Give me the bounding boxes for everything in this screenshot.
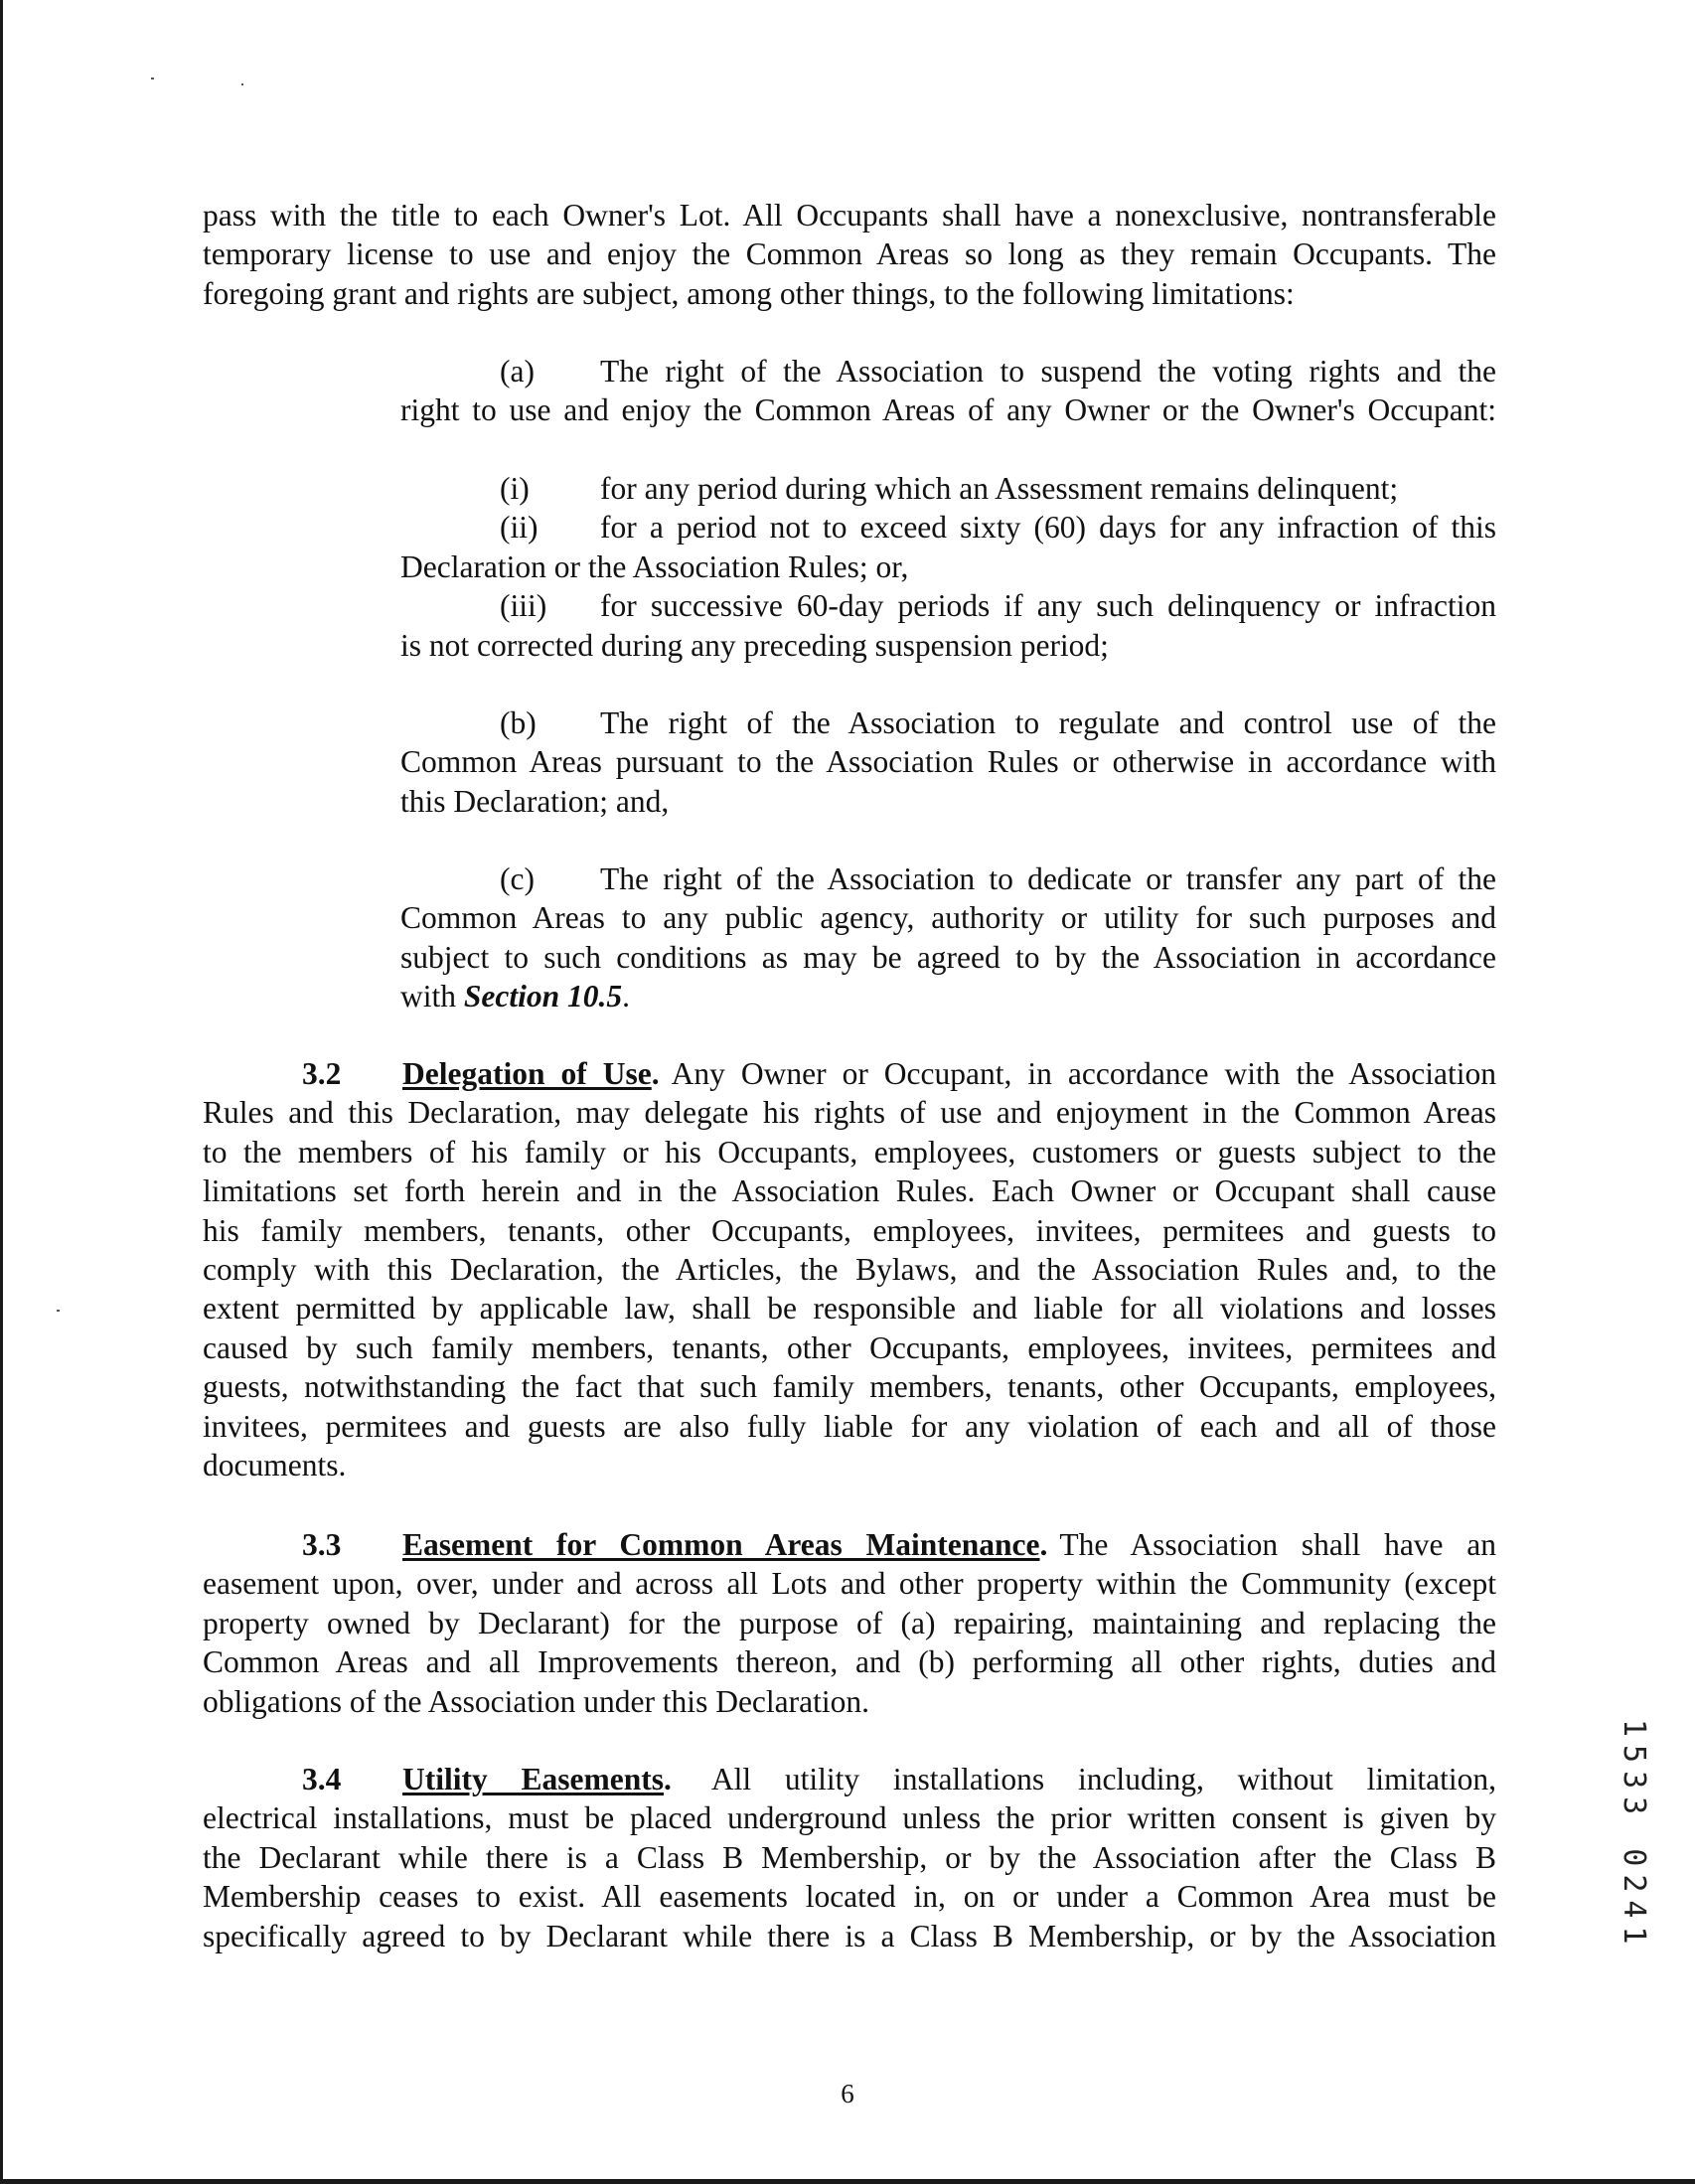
- limitation-b: [400, 703, 1496, 821]
- text-line: caused by such family members, tenants, other Occupants, employees, invitees, permitees and: [203, 1329, 1496, 1365]
- text-line: Common Areas pursuant to the Association Rules or otherwise in accordance with: [400, 744, 1496, 780]
- item-label: (ii): [500, 510, 539, 546]
- text-line: foregoing grant and rights are subject, among other things, to the following limitations:: [203, 275, 1295, 311]
- text-line: subject to such conditions as may be agreed to by the Association in accordance: [400, 939, 1496, 975]
- section-3-3: [203, 1525, 1496, 1721]
- text-line: [400, 703, 1496, 742]
- heading-punct: .: [651, 1056, 660, 1091]
- text-line: easement upon, over, under and across all Lots and other property within the Community (except: [203, 1566, 1496, 1602]
- text-line: Common Areas to any public agency, authority or utility for such purposes and: [400, 900, 1496, 936]
- text-line: property owned by Declarant) for the purpose of (a) repairing, maintaining and replacing the: [203, 1605, 1496, 1640]
- text-line: the Declarant while there is a Class B Membership, or by the Association after the Class B: [203, 1839, 1496, 1875]
- section-reference: Section 10.5: [463, 979, 623, 1014]
- text-line: electrical installations, must be placed underground unless the prior written consent is given by: [203, 1800, 1496, 1836]
- item-label: (a): [500, 354, 535, 389]
- text-line: specifically agreed to by Declarant while there is a Class B Membership, or by the Association: [203, 1918, 1496, 1953]
- text-line: temporary license to use and enjoy the Common Areas so long as they remain Occupants. The: [203, 236, 1496, 272]
- limitation-a: [400, 352, 1496, 430]
- item-text: for successive 60-day periods if any such delinquency or infraction: [600, 588, 1496, 624]
- subitem-line: [400, 586, 1496, 625]
- section-heading: Delegation of Use: [402, 1056, 652, 1091]
- text-fragment: All utility installations including, without limitation,: [710, 1762, 1496, 1796]
- intro-paragraph: [203, 196, 1496, 313]
- recording-stamp-number: 1533 0241: [1617, 1719, 1651, 1952]
- scan-speck: [151, 78, 154, 79]
- text-line: this Declaration; and,: [400, 783, 670, 819]
- text-line: [203, 1525, 1496, 1564]
- text-line: Common Areas and all Improvements thereon, and (b) performing all other rights, duties and: [203, 1644, 1496, 1680]
- item-label: (b): [500, 705, 537, 740]
- section-number: 3.4: [302, 1762, 342, 1796]
- text-fragment: The Association shall have an: [1059, 1527, 1497, 1562]
- item-text: The right of the Association to regulate and control use of the: [600, 705, 1496, 740]
- subitem-line: [400, 469, 1496, 508]
- limitation-a-subitems: [400, 469, 1496, 665]
- text-line: [400, 977, 1496, 1015]
- subitem-line: Declaration or the Association Rules; or,: [400, 548, 909, 584]
- text-line: extent permitted by applicable law, shall be responsible and liable for all violations and losses: [203, 1291, 1496, 1326]
- text-fragment: .: [622, 979, 631, 1014]
- item-text: for a period not to exceed sixty (60) days for any infraction of this: [600, 510, 1496, 546]
- text-line: guests, notwithstanding the fact that such family members, tenants, other Occupants, employees,: [203, 1369, 1496, 1405]
- text-line: right to use and enjoy the Common Areas of any Owner or the Owner's Occupant:: [400, 392, 1496, 428]
- item-label: (iii): [500, 588, 547, 624]
- section-number: 3.3: [302, 1527, 342, 1562]
- section-heading: Utility Easements: [402, 1762, 664, 1796]
- text-line: Rules and this Declaration, may delegate his rights of use and enjoyment in the Common Areas: [203, 1095, 1496, 1131]
- text-line: [400, 352, 1496, 390]
- section-number: 3.2: [302, 1056, 342, 1091]
- limitation-c: [400, 859, 1496, 1016]
- scan-speck: [57, 1310, 60, 1312]
- scan-bottom-edge: [0, 2179, 1695, 2184]
- text-line: invitees, permitees and guests are also fully liable for any violation of each and all of those: [203, 1408, 1496, 1444]
- section-3-4: [203, 1760, 1496, 1955]
- text-line: Membership ceases to exist. All easements located in, on or under a Common Area must be: [203, 1879, 1496, 1915]
- heading-punct: .: [1039, 1527, 1048, 1562]
- item-label: (c): [500, 861, 535, 896]
- text-fragment: Any Owner or Occupant, in accordance with the Association: [671, 1056, 1497, 1091]
- text-line: [203, 1760, 1496, 1798]
- scan-left-edge: [0, 0, 3, 2184]
- item-text: The right of the Association to dedicate or transfer any part of the: [600, 861, 1496, 896]
- item-text: The right of the Association to suspend the voting rights and the: [600, 354, 1496, 389]
- scan-speck: [241, 83, 243, 85]
- text-line: limitations set forth herein and in the Association Rules. Each Owner or Occupant shall cause: [203, 1173, 1496, 1209]
- subitem-line: [400, 508, 1496, 546]
- page-number: 6: [841, 2079, 854, 2108]
- text-line: his family members, tenants, other Occupants, employees, invitees, permitees and guests to: [203, 1212, 1496, 1248]
- text-line: [400, 859, 1496, 898]
- subitem-line: is not corrected during any preceding suspension period;: [400, 627, 1109, 663]
- text-line: documents.: [203, 1448, 347, 1483]
- text-fragment: with: [400, 979, 464, 1014]
- item-text: for any period during which an Assessment remains delinquent;: [600, 471, 1399, 506]
- text-line: to the members of his family or his Occupants, employees, customers or guests subject to the: [203, 1134, 1496, 1170]
- text-line: [203, 1054, 1496, 1093]
- recording-stamp: [1617, 1600, 1667, 1952]
- text-line: obligations of the Association under this Declaration.: [203, 1683, 869, 1719]
- text-line: pass with the title to each Owner's Lot. All Occupants shall have a nonexclusive, nontransferable: [203, 198, 1496, 233]
- heading-punct: .: [664, 1762, 672, 1796]
- section-3-2: [203, 1054, 1496, 1484]
- text-line: comply with this Declaration, the Articles, the Bylaws, and the Association Rules and, to the: [203, 1252, 1496, 1288]
- item-label: (i): [500, 471, 530, 506]
- section-heading: Easement for Common Areas Maintenance: [402, 1527, 1040, 1562]
